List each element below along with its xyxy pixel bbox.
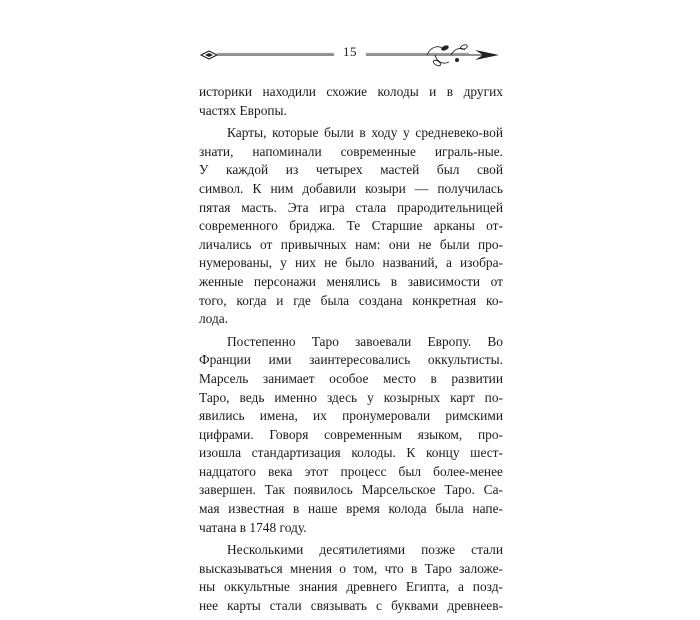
text-line: символ. К ним добавили козыри — получилась — [199, 180, 503, 196]
text-line: чатана в 1748 году. — [199, 519, 307, 535]
paragraph — [199, 333, 503, 538]
text-line: У каждой из четырех мастей был свой — [199, 162, 503, 178]
text-line: явились имена, их пронумеровали римскими — [199, 408, 503, 424]
text-line: цифрами. Говоря современным языком, про- — [199, 426, 503, 442]
text-line: современного бриджа. Те Старшие арканы от- — [199, 218, 503, 234]
text-line: знати, напоминали современные играль-ные. — [199, 143, 503, 159]
paragraph — [199, 124, 503, 329]
text-line: пятая масть. Эта игра стала прародительницей — [199, 199, 503, 215]
text-line: ны оккультные знания древнего Египта, а позд- — [199, 579, 503, 595]
text-line: лода. — [199, 311, 229, 327]
text-line: того, когда и где была создана конкретная ко- — [199, 292, 503, 308]
text-line: нумерованы, у них не было названий, а изобра- — [199, 255, 503, 271]
text-line: частях Европы. — [199, 102, 287, 118]
page-number-text: 15 — [339, 44, 361, 59]
text-line: историки находили схожие колоды и в других — [199, 84, 503, 99]
page-number — [199, 44, 501, 60]
text-line: Карты, которые были в ходу у средневеко-вой — [227, 125, 503, 141]
text-line: Франции ими заинтересовались оккультисты. — [199, 352, 503, 368]
paragraph — [199, 83, 503, 120]
page-header — [199, 40, 501, 70]
text-line: Марсель занимает особое место в развитии — [199, 370, 503, 386]
text-line: женные персонажи менялись в зависимости от — [199, 273, 503, 289]
text-line: личались от привычных нам: они не были про- — [199, 236, 503, 252]
body-text — [199, 83, 503, 620]
text-line: мая известная в наше время колода была напе- — [199, 501, 503, 517]
text-line: завершен. Так появилось Марсельское Таро. Са- — [199, 482, 503, 498]
text-line: надцатого века этот процесс был более-менее — [199, 463, 503, 479]
text-line: высказываться мнения о том, что в Таро заложе- — [199, 560, 503, 576]
paragraph — [199, 541, 503, 615]
text-line: изошла стандартизация колоды. К концу шест- — [199, 445, 503, 461]
text-line: Несколькими десятилетиями позже стали — [227, 542, 503, 558]
text-line: Таро, ведь именно здесь у козырных карт по- — [199, 389, 503, 405]
text-line: Постепенно Таро завоевали Европу. Во — [227, 333, 503, 349]
text-line: нее карты стали связывать с буквами древнеев- — [199, 598, 503, 614]
